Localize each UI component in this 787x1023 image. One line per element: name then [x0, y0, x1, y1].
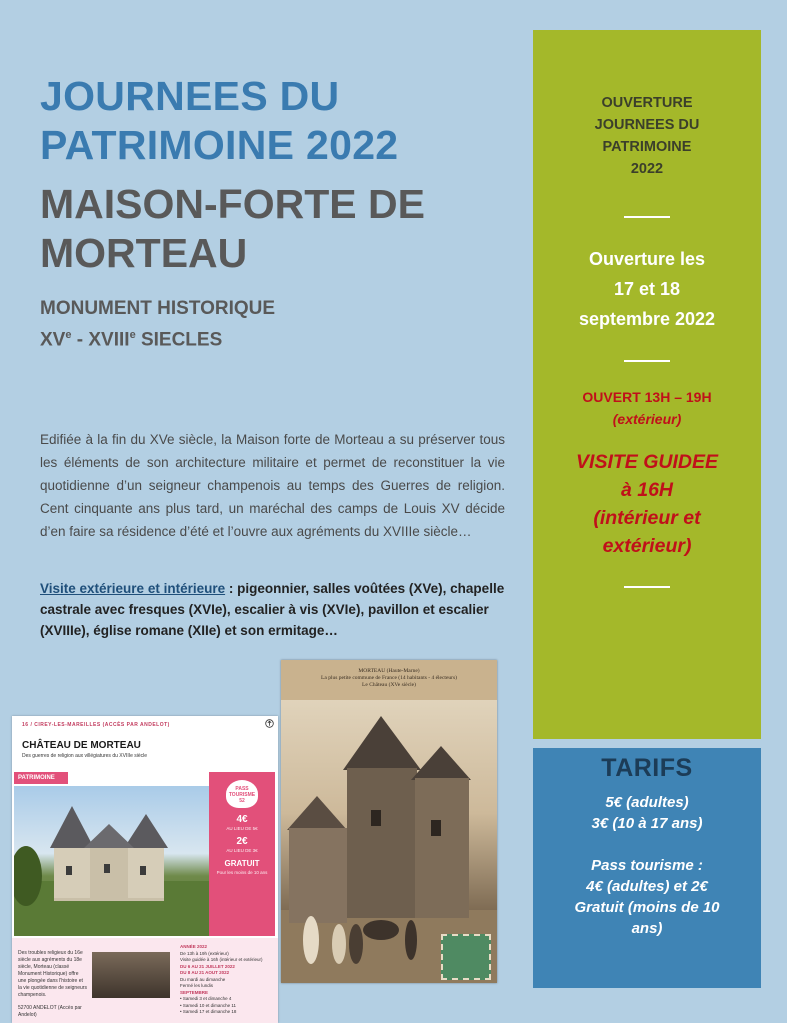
old-postcard: [281, 660, 497, 983]
opening-hours: OUVERT 13H – 19H (extérieur): [582, 389, 712, 427]
pass-label: Pass tourisme :: [591, 857, 703, 874]
visit-text: : pigeonnier, salles voûtées (XVe), chapelle castrale avec fresques (XVIe), escalier à vis (XVIe), pavillon et escalier (XVIIIe), église romane (XIIe) et son ermitage…: [40, 581, 505, 638]
castle-photo: [14, 786, 209, 936]
brochure-location: 16 / CIREY-LES-MAREILLES (ACCÈS PAR ANDELOT): [22, 722, 170, 728]
postage-stamp: [441, 934, 491, 980]
tarif-child: 3€ (10 à 17 ans): [591, 815, 703, 832]
brochure-image: [12, 716, 278, 1023]
pass-prices: 4€ (adultes) et 2€: [586, 878, 708, 895]
heart-icon: PASS TOURISME 52: [226, 780, 258, 808]
event-title: JOURNEES DU PATRIMOINE 2022: [40, 73, 399, 168]
brochure-details: Des troubles religieux du 16e siècle aux agréments du 18e siècle, Morteau (classé Monument Historique) offre une plongée dans l'histoire et la vie quotidienne de seigneurs champenois. 52700 ANDELOT (Accès par Andelot) ANNÉE 2022 De 13h à 19h (extérieur) Visite guidée à 16h (intérieur et extérieur) DU 6 AU 21 JUILLET 2022 DU 8 AU 21 AOUT 2022 Du mardi au dimanche Fermé les lundis SEPTEMBRE • Samedi 3 et dimanche 4 • Samedi 10 et dimanche 11 • Samedi 17 et dimanche 18: [12, 938, 278, 1023]
guided-visit: VISITE GUIDEE à 16H (intérieur et extérieur): [576, 451, 718, 557]
arrow-up-icon: [265, 719, 274, 728]
visit-label: Visite extérieure et intérieure: [40, 581, 226, 596]
site-title: MAISON-FORTE DE MORTEAU: [40, 181, 425, 276]
monument-label: MONUMENT HISTORIQUE: [40, 298, 276, 319]
opening-dates: Ouverture les 17 et 18 septembre 2022: [578, 249, 716, 329]
opening-heading: OUVERTURE JOURNEES DU PATRIMOINE 2022: [594, 95, 700, 177]
site-subtitle: [40, 296, 510, 353]
postcard-caption: MORTEAU (Haute-Marne) La plus petite commune de France (14 habitants - 4 électeurs) Le Château (XVe siècle): [321, 668, 457, 688]
free-label-end: ans): [631, 920, 663, 937]
opening-panel: [533, 30, 761, 739]
interior-photo: [92, 952, 170, 998]
visit-paragraph: [40, 578, 510, 641]
tarifs-title: TARIFS: [601, 754, 693, 782]
tarif-adult: 5€ (adultes): [605, 794, 689, 811]
pass-tourisme-panel: PASS TOURISME 52 4€ AU LIEU DE 5€ 2€ AU LIEU DE 3€ GRATUIT Pour les moins de 10 ans: [209, 772, 275, 936]
divider: [624, 586, 670, 588]
free-label: Gratuit (moins de 10: [574, 899, 720, 916]
patrimoine-tag: PATRIMOINE: [14, 772, 68, 784]
brochure-subtitle: Des guerres de religion aux villégiatures du XVIIIe siècle: [22, 753, 148, 759]
brochure-title: CHÂTEAU DE MORTEAU: [22, 740, 141, 751]
intro-paragraph: Edifiée à la fin du XVe siècle, la Maison forte de Morteau a su préserver tous les éléments de son architecture militaire et permet de reconstituer la vie quotidienne d’un seigneur champenois au temps des Guerres de religion. Cent cinquante ans plus tard, un maréchal des camps de Louis XV décide d’en faire sa résidence d’été et l’ouvre aux agréments du XVIIIe siècle…: [40, 432, 505, 539]
tarifs-panel: [533, 748, 761, 988]
century-label: XVe - XVIIIe SIECLES: [40, 329, 223, 351]
